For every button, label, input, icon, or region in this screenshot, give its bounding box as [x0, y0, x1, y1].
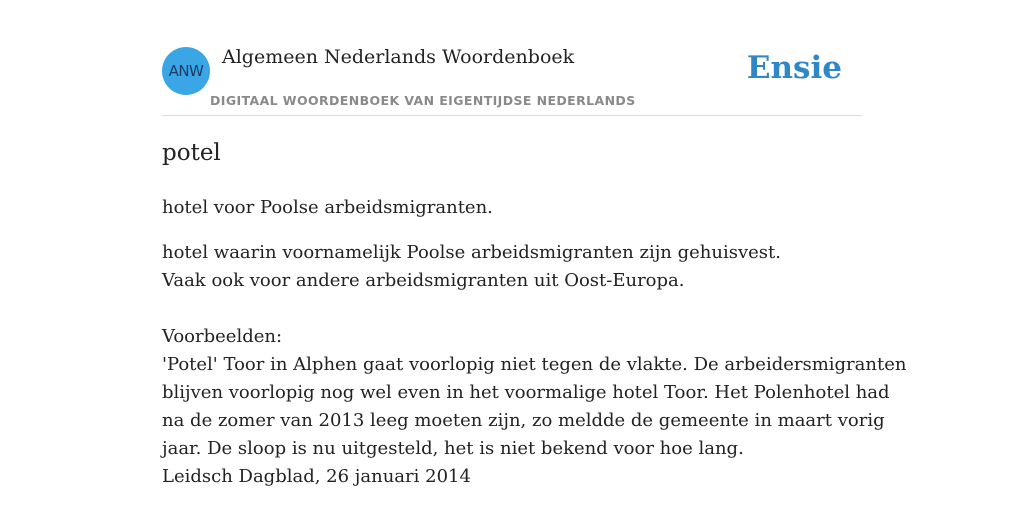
entry-body — [162, 239, 907, 491]
example-citation: Leidsch Dagblad, 26 januari 2014 — [162, 466, 471, 487]
entry-card — [162, 0, 907, 512]
example-line: na de zomer van 2013 leeg moeten zijn, zo meldde de gemeente in maart vorig — [162, 410, 885, 431]
source-subtitle: DIGITAAL WOORDENBOEK VAN EIGENTIJDSE NEDERLANDS — [210, 93, 636, 108]
examples-label: Voorbeelden: — [162, 326, 283, 347]
description-line: hotel waarin voornamelijk Poolse arbeidsmigranten zijn gehuisvest. — [162, 242, 781, 263]
entry-term: potel — [162, 140, 221, 166]
description-line: Vaak ook voor andere arbeidsmigranten uit Oost-Europa. — [162, 270, 685, 291]
example-line: 'Potel' Toor in Alphen gaat voorlopig niet tegen de vlakte. De arbeidersmigranten — [162, 354, 907, 375]
source-title[interactable]: Algemeen Nederlands Woordenboek — [222, 46, 575, 68]
anw-logo-text: ANW — [168, 62, 204, 80]
source-header — [162, 0, 862, 116]
paragraph-spacer — [162, 295, 872, 323]
anw-logo — [162, 47, 210, 95]
example-line: blijven voorlopig nog wel even in het voormalige hotel Toor. Het Polenhotel had — [162, 382, 890, 403]
example-line: jaar. De sloop is nu uitgesteld, het is niet bekend voor hoe lang. — [162, 438, 744, 459]
short-definition: hotel voor Poolse arbeidsmigranten. — [162, 197, 493, 218]
ensie-logo[interactable]: Ensie — [746, 50, 842, 86]
